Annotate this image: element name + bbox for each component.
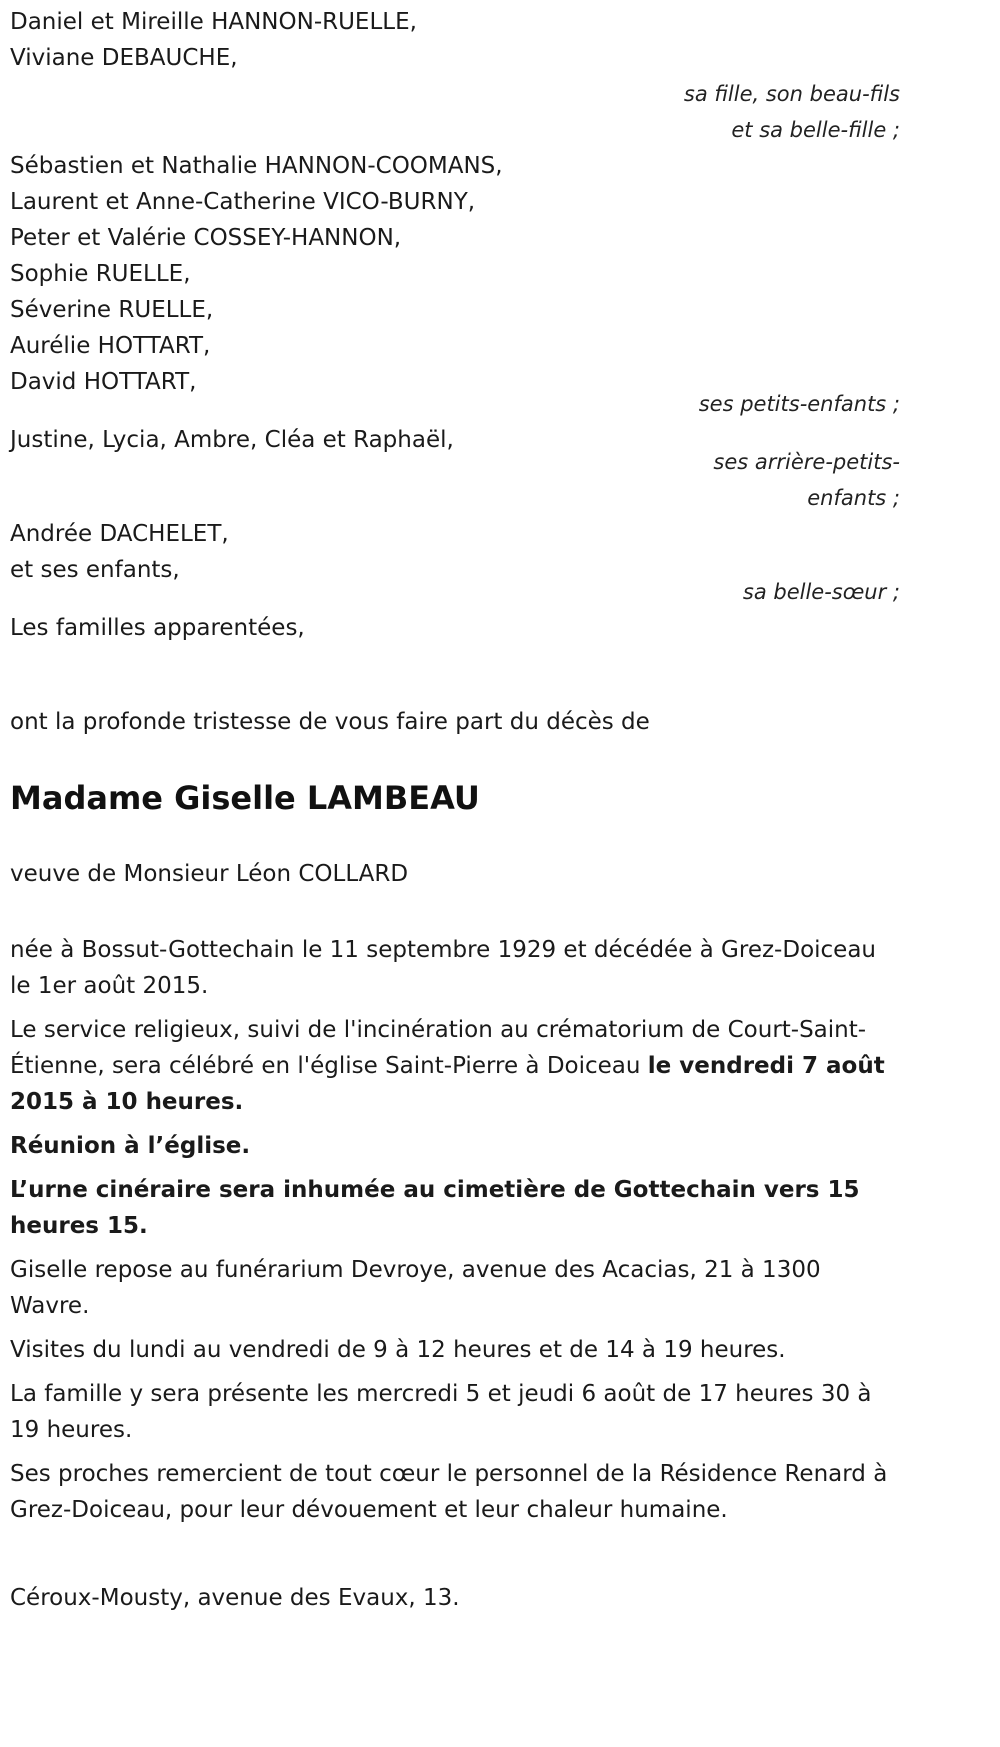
family-presence-text: La famille y sera présente les mercredi 5 et jeudi 6 août de 17 heures 30 à 19 heures.	[10, 1381, 872, 1443]
announcement-text: ont la profonde tristesse de vous faire part du décès de	[10, 709, 650, 735]
family-name-line: Aurélie HOTTART,	[10, 333, 211, 359]
family-group-sister-in-law	[10, 516, 900, 610]
family-name-line: Sébastien et Nathalie HANNON-COOMANS,	[10, 153, 503, 179]
family-group-great-grandchildren	[10, 422, 900, 516]
family-role-line: et sa belle-fille ;	[731, 118, 900, 142]
family-group-children	[10, 4, 900, 148]
family-name-line: Laurent et Anne-Catherine VICO-BURNY,	[10, 189, 476, 215]
family-name-line: et ses enfants,	[10, 557, 180, 583]
family-role	[10, 76, 900, 148]
family-name-line: Justine, Lycia, Ambre, Cléa et Raphaël,	[10, 427, 454, 453]
service-description: Le service religieux, suivi de l'incinération au crématorium de Court-Saint-Étienne, sera célébré en l'église Saint-Pierre à Doiceau	[10, 1017, 867, 1079]
rest-text: Giselle repose au funérarium Devroye, avenue des Acacias, 21 à 1300 Wavre.	[10, 1257, 821, 1319]
family-role-line: enfants ;	[807, 486, 900, 510]
relatives-line: Les familles apparentées,	[10, 615, 305, 641]
family-name-line: Peter et Valérie COSSEY-HANNON,	[10, 225, 402, 251]
family-role-line: sa fille, son beau-fils	[683, 82, 900, 106]
family-name-line: David HOTTART,	[10, 369, 197, 395]
family-group-grandchildren	[10, 148, 900, 422]
urn-text: L’urne cinéraire sera inhumée au cimetière de Gottechain vers 15 heures 15.	[10, 1177, 860, 1239]
meeting-text: Réunion à l’église.	[10, 1133, 251, 1159]
visits-text: Visites du lundi au vendredi de 9 à 12 heures et de 14 à 19 heures.	[10, 1337, 786, 1363]
service-text	[10, 1012, 900, 1120]
service-date: le vendredi 7 août 2015 à 10 heures.	[10, 1053, 885, 1115]
widow-of-text: veuve de Monsieur Léon COLLARD	[10, 861, 409, 887]
thanks-text: Ses proches remercient de tout cœur le personnel de la Résidence Renard à Grez-Doiceau, pour leur dévouement et leur chaleur humaine.	[10, 1461, 888, 1523]
family-name-line: Séverine RUELLE,	[10, 297, 214, 323]
family-role-line: ses petits-enfants ;	[698, 392, 900, 416]
address-text: Céroux-Mousty, avenue des Evaux, 13.	[10, 1585, 460, 1611]
deceased-name: Madame Giselle LAMBEAU	[10, 779, 480, 817]
family-name-line: Andrée DACHELET,	[10, 521, 229, 547]
family-role-line: ses arrière-petits-	[713, 450, 900, 474]
birth-death-text: née à Bossut-Gottechain le 11 septembre 1929 et décédée à Grez-Doiceau le 1er août 2015.	[10, 937, 876, 999]
family-name-line: Viviane DEBAUCHE,	[10, 45, 238, 71]
family-name-line: Sophie RUELLE,	[10, 261, 191, 287]
family-name-line: Daniel et Mireille HANNON-RUELLE,	[10, 9, 417, 35]
family-role-line: sa belle-sœur ;	[742, 580, 900, 604]
